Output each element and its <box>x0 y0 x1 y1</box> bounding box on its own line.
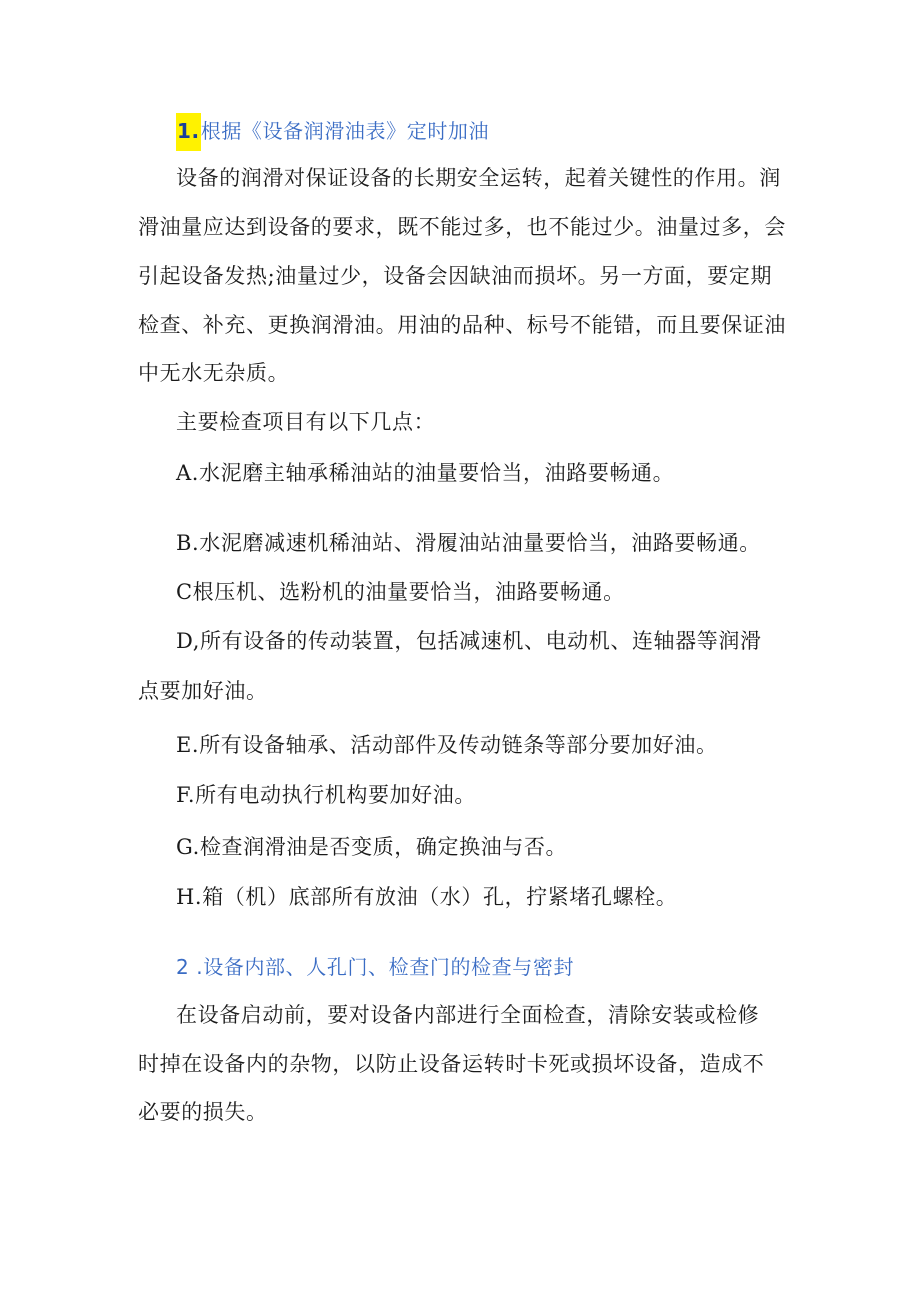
paragraph-line: 滑油量应达到设备的要求，既不能过多，也不能过少。油量过多，会 <box>138 215 786 239</box>
list-item-d: D,所有设备的传动装置，包括减速机、电动机、连轴器等润滑 <box>176 629 762 653</box>
paragraph-line: 检查、补充、更换润滑油。用油的品种、标号不能错，而且要保证油 <box>138 313 786 337</box>
list-item-a: A.水泥磨主轴承稀油站的油量要恰当，油路要畅通。 <box>176 461 675 485</box>
list-item-g: G.检查润滑油是否变质，确定换油与否。 <box>176 835 568 859</box>
list-lead: 主要检查项目有以下几点： <box>176 410 436 434</box>
section-2-heading: 2 .设备内部、人孔门、检查门的检查与密封 <box>176 955 575 979</box>
section-1-title: 根据《设备润滑油表》定时加油 <box>200 119 490 143</box>
paragraph-line: 在设备启动前，要对设备内部进行全面检查，清除安装或检修 <box>176 1003 760 1027</box>
list-item-e: E.所有设备轴承、活动部件及传动链条等部分要加好油。 <box>176 733 718 757</box>
paragraph-line: 引起设备发热;油量过少，设备会因缺油而损坏。另一方面，要定期 <box>138 264 773 288</box>
paragraph-line: 设备的润滑对保证设备的长期安全运转，起着关键性的作用。润 <box>176 166 781 190</box>
list-item-b: B.水泥磨减速机稀油站、滑履油站油量要恰当，油路要畅通。 <box>176 531 761 555</box>
section-1-number-highlight: 1. <box>176 113 201 151</box>
paragraph-line: 必要的损失。 <box>138 1100 268 1124</box>
list-item-d-cont: 点要加好油。 <box>138 679 268 703</box>
paragraph-line: 中无水无杂质。 <box>138 361 290 385</box>
list-item-f: F.所有电动执行机构要加好油。 <box>176 783 476 807</box>
paragraph-line: 时掉在设备内的杂物，以防止设备运转时卡死或损坏设备，造成不 <box>138 1052 765 1076</box>
list-item-h: H.箱（机）底部所有放油（水）孔，拧紧堵孔螺栓。 <box>176 885 678 909</box>
list-item-c: C根压机、选粉机的油量要恰当，油路要畅通。 <box>176 580 625 604</box>
section-1-heading <box>176 116 489 146</box>
